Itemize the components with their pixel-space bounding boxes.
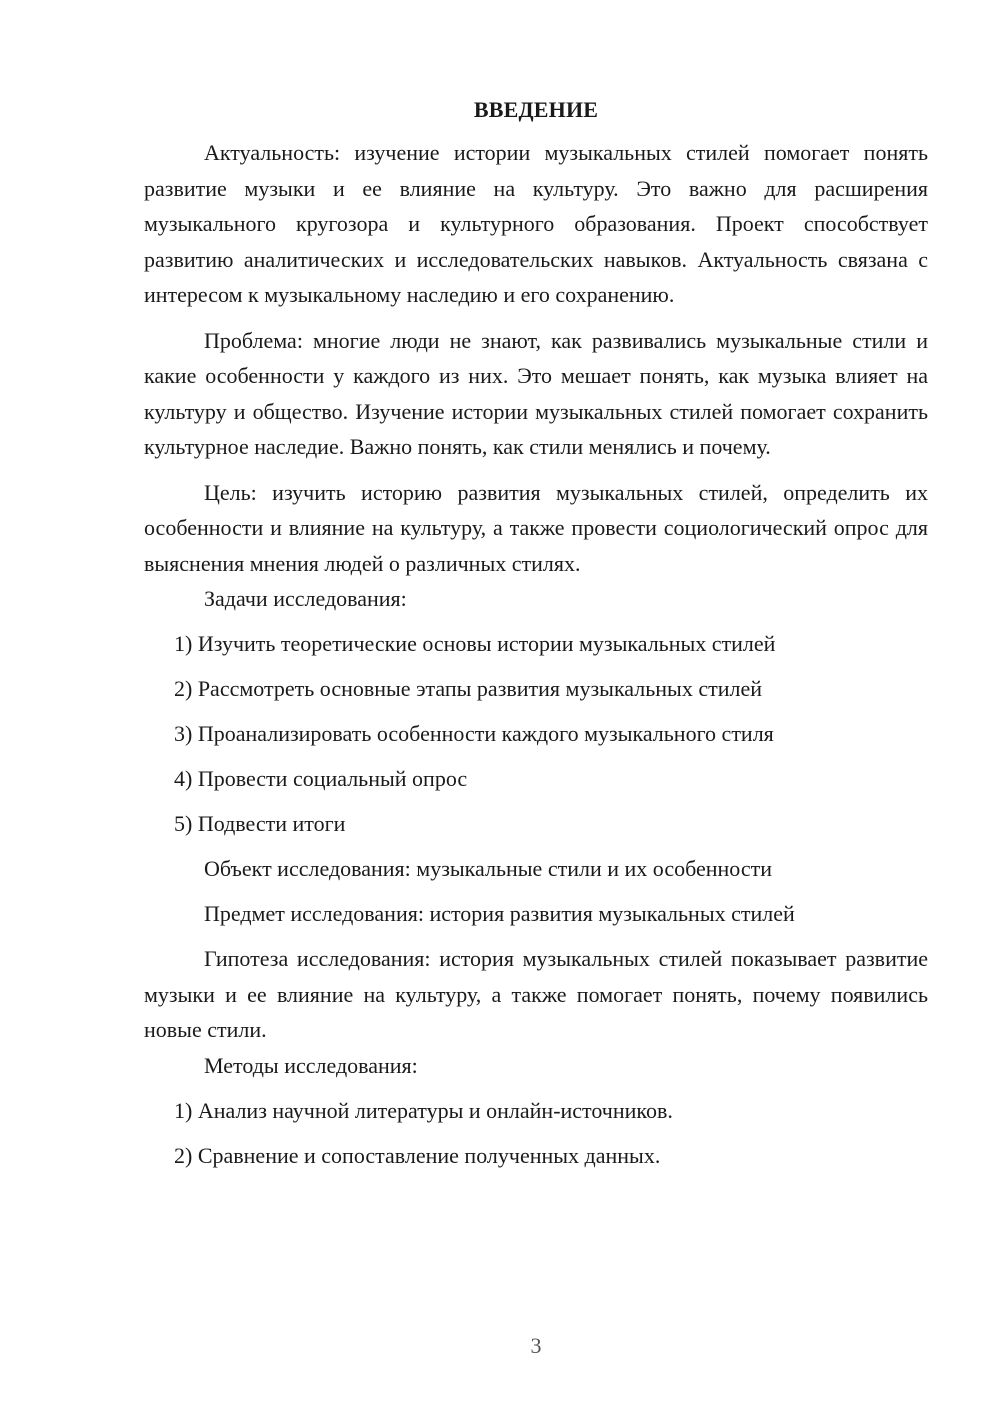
- method-item: 2) Сравнение и сопоставление полученных данных.: [174, 1142, 661, 1168]
- task-item: 5) Подвести итоги: [174, 811, 346, 836]
- tasks-heading: Задачи исследования:: [204, 586, 407, 611]
- page-title: ВВЕДЕНИЕ: [473, 97, 599, 122]
- page-number: 3: [530, 1333, 542, 1358]
- tasks-list: [144, 626, 928, 842]
- subject-line: Предмет исследования: история развития музыкальных стилей: [204, 901, 795, 926]
- task-item: 3) Проанализировать особенности каждого музыкального стиля: [174, 721, 774, 746]
- methods-list: [144, 1093, 928, 1174]
- task-item: 1) Изучить теоретические основы истории музыкальных стилей: [174, 631, 776, 656]
- object-line: Объект исследования: музыкальные стили и их особенности: [204, 856, 772, 881]
- task-item: 4) Провести социальный опрос: [174, 766, 468, 791]
- method-item: 1) Анализ научной литературы и онлайн-источников.: [174, 1097, 673, 1123]
- problem-paragraph: Проблема: многие люди не знают, как развивались музыкальные стили и какие особенности у каждого из них. Это мешает понять, как музыка влияет на культуру и общество. Изучение истории музыкальных стилей помогает сохранить культурное наследие. Важно понять, как стили менялись и почему.: [144, 327, 928, 459]
- task-item: 2) Рассмотреть основные этапы развития музыкальных стилей: [174, 676, 762, 701]
- methods-heading: Методы исследования:: [204, 1052, 418, 1078]
- goal-paragraph: Цель: изучить историю развития музыкальных стилей, определить их особенности и влияние на культуру, а также провести социологический опрос для выяснения мнения людей о различных стилях.: [144, 479, 928, 576]
- hypothesis-paragraph: Гипотеза исследования: история музыкальных стилей показывает развитие музыки и ее влияние на культуру, а также помогает понять, почему появились новые стили.: [144, 946, 928, 1042]
- relevance-paragraph: Актуальность: изучение истории музыкальных стилей помогает понять развитие музыки и ее влияние на культуру. Это важно для расширения музыкального кругозора и культурного образования. Проект способствует развитию аналитических и исследовательских навыков. Актуальность связана с интересом к музыкальному наследию и его сохранению.: [144, 140, 928, 307]
- document-page: [144, 92, 928, 1173]
